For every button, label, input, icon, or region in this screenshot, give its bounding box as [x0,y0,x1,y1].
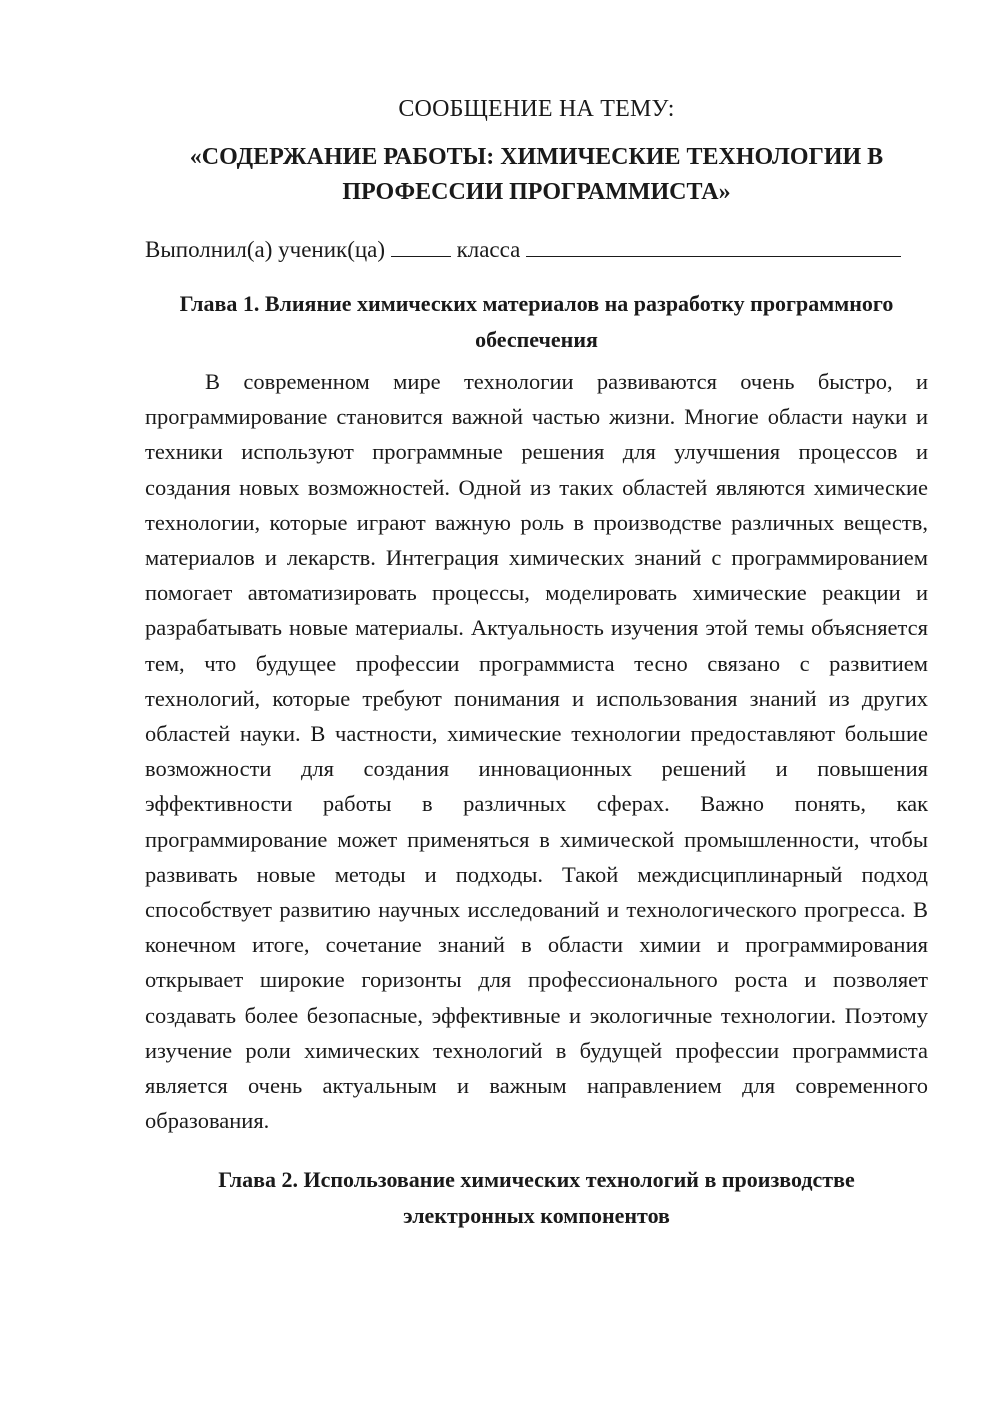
author-line [145,232,928,267]
class-number-blank [391,232,451,257]
chapter-1-heading-line-2: обеспечения [475,327,598,352]
title-line-2: ПРОФЕССИИ ПРОГРАММИСТА» [342,179,731,205]
document-title [145,140,928,210]
author-class-label: класса [456,237,521,262]
document-page [145,92,928,1234]
chapter-1-heading [145,286,928,358]
title-line-1: «СОДЕРЖАНИЕ РАБОТЫ: ХИМИЧЕСКИЕ ТЕХНОЛОГИИ В [189,144,884,170]
document-header: СООБЩЕНИЕ НА ТЕМУ: [398,96,675,122]
chapter-1-heading-line-1: Глава 1. Влияние химических материалов на разработку программного [179,291,894,316]
chapter-2-heading-line-1: Глава 2. Использование химических технологий в производстве [218,1167,855,1193]
name-blank [526,232,901,257]
author-prefix: Выполнил(а) ученик(ца) [145,237,386,262]
chapter-2-heading-line-2: электронных компонентов [403,1203,670,1229]
chapter-1-paragraph: В современном мире технологии развиваются очень быстро, и программирование становится важной частью жизни. Многие области науки и техники используют программные решения для улучшения процессов и создания новых возможностей. Одной из таких областей являются химические технологии, которые играют важную роль в производстве различных веществ, материалов и лекарств. Интеграция химических знаний с программированием помогает автоматизировать процессы, моделировать химические реакции и разрабатывать новые материалы. Актуальность изучения этой темы объясняется тем, что будущее профессии программиста тесно связано с развитием технологий, которые требуют понимания и использования знаний из других областей науки. В частности, химические технологии предоставляют большие возможности для создания инновационных решений и повышения эффективности работы в различных сферах. Важно понять, как программирование может применяться в химической промышленности, чтобы развивать новые методы и подходы. Такой междисциплинарный подход способствует развитию научных исследований и технологического прогресса. В конечном итоге, сочетание знаний в области химии и программирования открывает широкие горизонты для профессионального роста и позволяет создавать более безопасные, эффективные и экологичные технологии. Поэтому изучение роли химических технологий в будущей профессии программиста является очень актуальным и важным направлением для современного образования. [145,369,928,1134]
chapter-2-heading [145,1162,928,1234]
